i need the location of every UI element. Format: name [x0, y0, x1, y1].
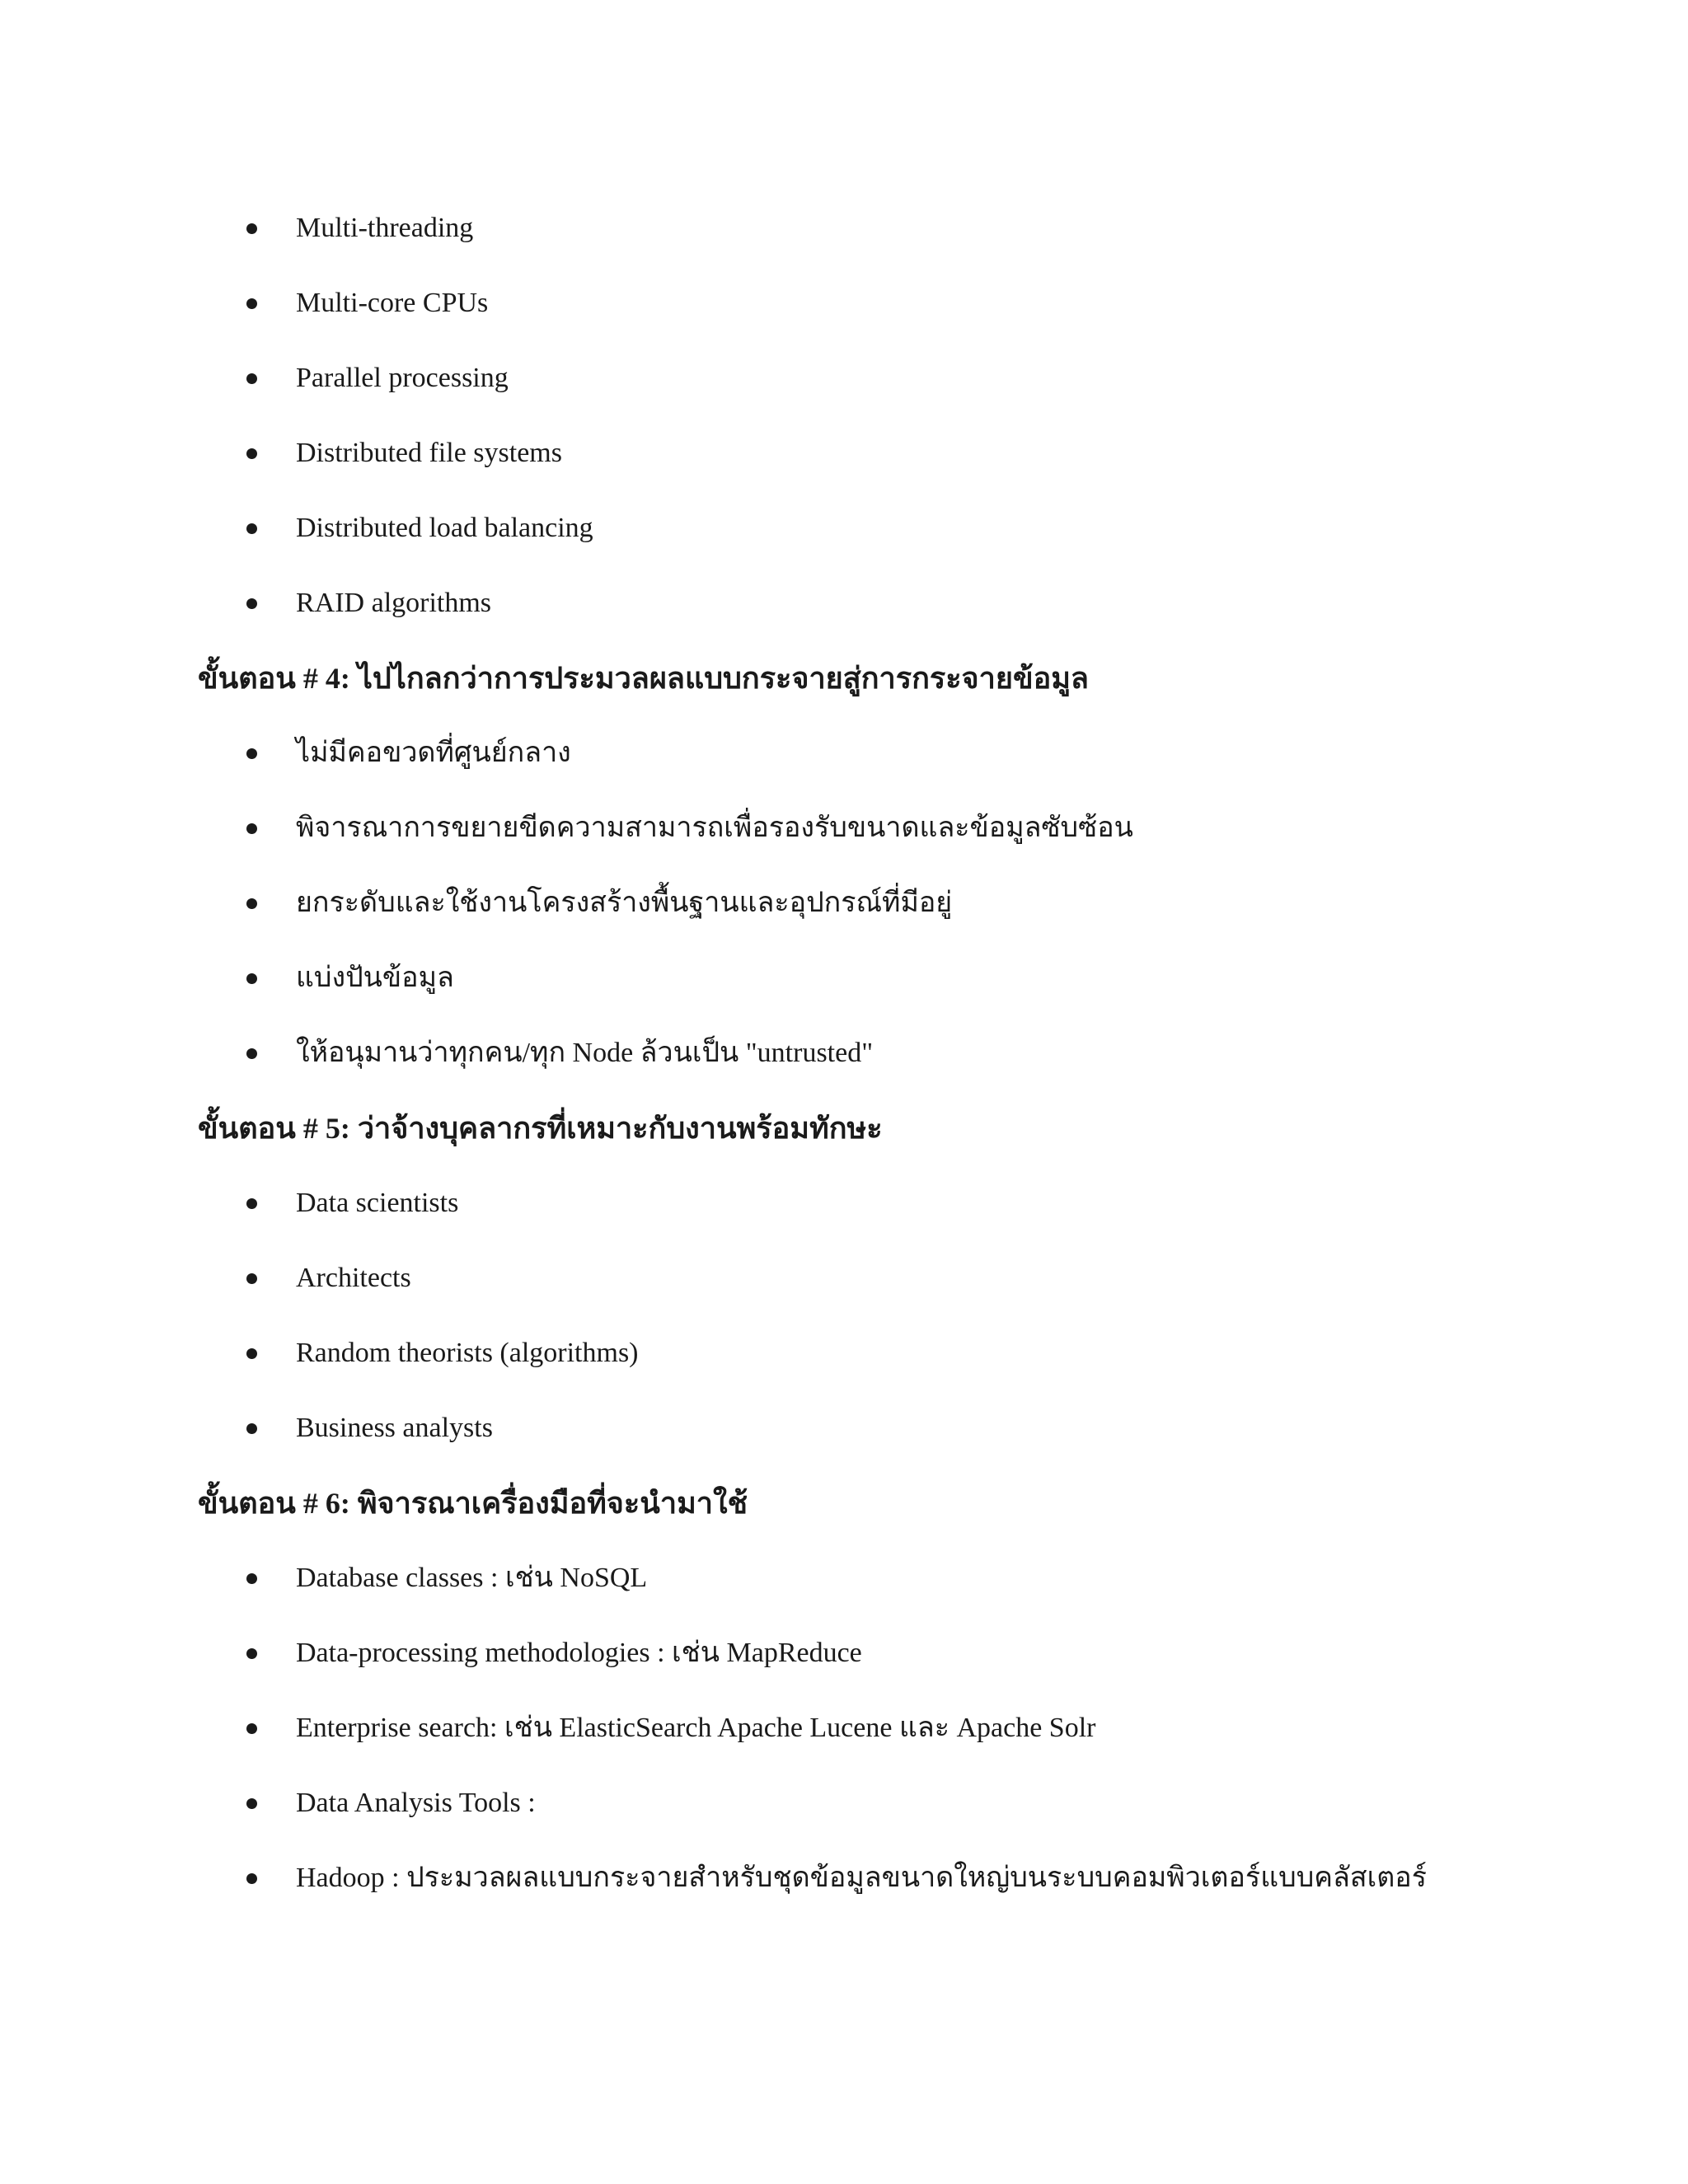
list-item-text: Multi-threading: [296, 213, 474, 243]
bullet-icon: [246, 1198, 257, 1209]
bullet-icon: [246, 298, 257, 309]
bullet-icon: [246, 973, 257, 984]
bullet-icon: [246, 373, 257, 384]
list-item-text: Data-processing methodologies : เช่น MapReduce: [296, 1638, 862, 1668]
list-item-text: Multi-core CPUs: [296, 288, 489, 318]
list-item-text: RAID algorithms: [296, 588, 492, 618]
bullet-icon: [246, 823, 257, 834]
list-item-text: Data Analysis Tools :: [296, 1788, 536, 1818]
bullet-icon: [246, 748, 257, 759]
bullet-icon: [246, 523, 257, 534]
bullet-icon: [246, 1798, 257, 1809]
list-item-text: Distributed file systems: [296, 438, 562, 468]
bullet-icon: [246, 1273, 257, 1284]
list-item-text: ให้อนุมานว่าทุกคน/ทุก Node ล้วนเป็น "untrusted": [296, 1038, 874, 1068]
section-heading-text: ขั้นตอน # 5: ว่าจ้างบุคลากรที่เหมาะกับงานพร้อมทักษะ: [198, 1112, 883, 1145]
list-item-text: Hadoop : ประมวลผลแบบกระจายสำหรับชุดข้อมูลขนาดใหญ่บนระบบคอมพิวเตอร์แบบคลัสเตอร์: [296, 1863, 1427, 1893]
list-item-text: Data scientists: [296, 1188, 459, 1218]
list-item-text: ไม่มีคอขวดที่ศูนย์กลาง: [296, 738, 571, 768]
bullet-icon: [246, 1723, 257, 1734]
list-item-text: Database classes : เช่น NoSQL: [296, 1563, 648, 1593]
list-item-text: Business analysts: [296, 1413, 493, 1443]
bullet-icon: [246, 448, 257, 459]
list-item-text: Parallel processing: [296, 363, 509, 393]
list-item-text: Distributed load balancing: [296, 513, 593, 543]
list-item-text: Random theorists (algorithms): [296, 1338, 639, 1368]
bullet-icon: [246, 223, 257, 234]
bullet-icon: [246, 598, 257, 609]
bullet-icon: [246, 1573, 257, 1584]
list-item-text: Architects: [296, 1263, 411, 1293]
bullet-icon: [246, 1648, 257, 1659]
list-item-text: ยกระดับและใช้งานโครงสร้างพื้นฐานและอุปกรณ์ที่มีอยู่: [296, 888, 953, 918]
bullet-icon: [246, 1348, 257, 1359]
bullet-icon: [246, 1048, 257, 1059]
section-heading-text: ขั้นตอน # 6: พิจารณาเครื่องมือที่จะนำมาใช้: [198, 1487, 748, 1520]
bullet-icon: [246, 1873, 257, 1884]
bullet-icon: [246, 1423, 257, 1434]
list-item-text: แบ่งปันข้อมูล: [296, 963, 454, 993]
list-item-text: Enterprise search: เช่น ElasticSearch Apache Lucene และ Apache Solr: [296, 1713, 1096, 1743]
bullet-icon: [246, 898, 257, 909]
list-item-text: พิจารณาการขยายขีดความสามารถเพื่อรองรับขนาดและข้อมูลซับซ้อน: [296, 813, 1133, 843]
section-heading-text: ขั้นตอน # 4: ไปไกลกว่าการประมวลผลแบบกระจายสู่การกระจายข้อมูล: [198, 662, 1089, 695]
